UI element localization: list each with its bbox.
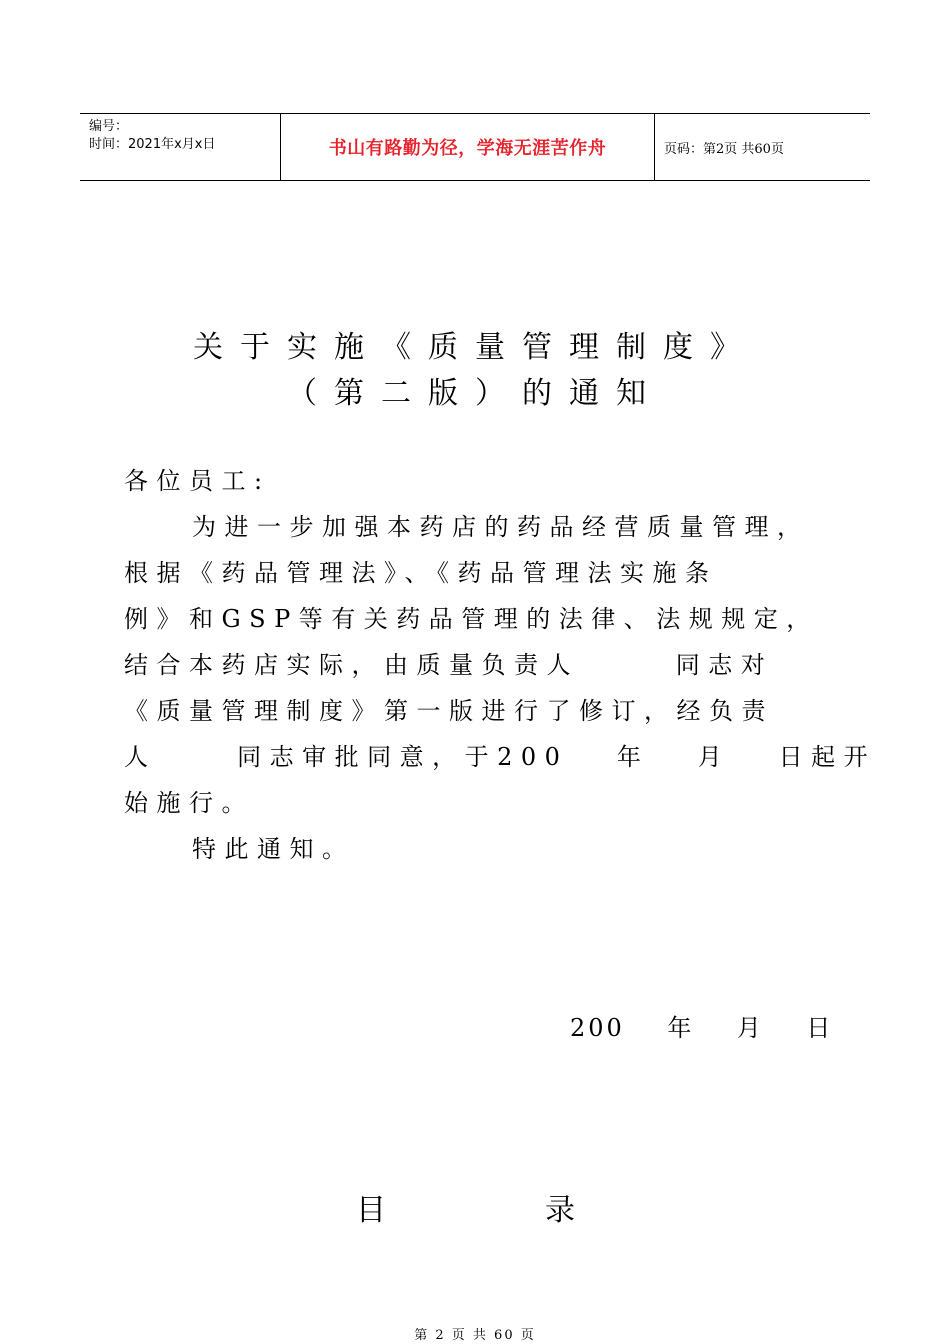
body-line: 结合本药店实际，由质量负责人 同志对	[124, 651, 774, 679]
toc-char: 目	[356, 1193, 386, 1228]
header-page-info: 页码：第2页 共60页	[664, 141, 784, 157]
document-title-line1: 关于实施《质量管理制度》	[193, 330, 757, 365]
body-line: 为进一步加强本药店的药品经营质量管理，	[192, 513, 810, 541]
document-number-label: 编号：	[89, 119, 129, 134]
notice-date: 200 年 月 日	[570, 1014, 834, 1042]
closing-line: 特此通知。	[192, 835, 355, 863]
notice-body	[124, 458, 877, 872]
body-line: 例》和GSP等有关药品管理的法律、法规规定，	[124, 605, 819, 633]
body-line: 人 同志审批同意，于200 年 月 日起开	[124, 743, 877, 771]
body-line: 始施行。	[124, 789, 254, 817]
salutation: 各位员工:	[124, 467, 271, 495]
header-meta	[80, 114, 281, 180]
page-header	[80, 113, 870, 181]
document-time-label: 时间：2021年x月x日	[89, 137, 216, 152]
body-line: 根据《药品管理法》、《药品管理法实施条	[124, 559, 718, 587]
toc-char: 录	[545, 1193, 575, 1228]
header-motto: 书山有路勤为径，学海无涯苦作舟	[281, 114, 655, 180]
document-title-line2: （第二版）的通知	[287, 376, 663, 411]
page-footer: 第 2 页 共 60 页	[414, 1328, 536, 1343]
body-line: 《质量管理制度》第一版进行了修订，经负责	[124, 697, 774, 725]
